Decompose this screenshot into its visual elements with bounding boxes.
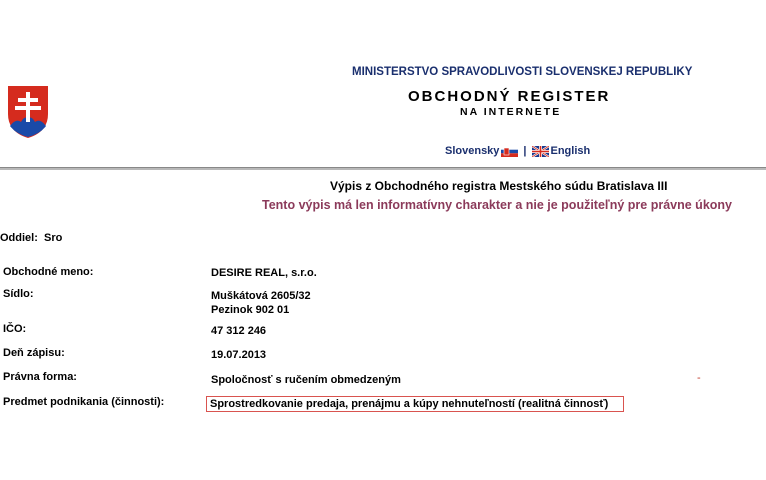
oddiel-value: Sro [44,232,63,244]
page-subtitle: NA INTERNETE [460,106,562,118]
ministry-name: MINISTERSTVO SPRAVODLIVOSTI SLOVENSKEJ REPUBLIKY [352,66,693,78]
page-title: OBCHODNÝ REGISTER [408,88,611,105]
extract-heading: Výpis z Obchodného registra Mestského súdu Bratislava III [330,179,668,193]
language-link-english[interactable]: English [550,145,591,157]
ico-label: IČO: [3,323,27,335]
activity-value: Sprostredkovanie predaja, prenájmu a kúpy nehnuteľností (realitná činnosť) [206,396,624,412]
informative-notice: Tento výpis má len informatívny charakter a nie je použiteľný pre právne úkony [262,198,732,212]
name-label: Obchodné meno: [3,266,94,278]
date-label: Deň zápisu: [3,347,65,359]
name-value: DESIRE REAL, s.r.o. [211,267,317,279]
seat-label: Sídlo: [3,288,34,300]
oddiel-label: Oddiel: [0,232,38,244]
slovak-coat-of-arms-icon [6,84,50,140]
seat-city: Pezinok 902 01 [211,304,290,316]
legal-form-dash: - [697,372,701,384]
slovak-flag-icon[interactable] [501,146,518,157]
date-value: 19.07.2013 [211,349,267,361]
language-switcher [445,145,590,157]
oddiel-row [0,232,62,244]
header-divider [0,167,766,170]
ico-value: 47 312 246 [211,325,267,337]
uk-flag-icon[interactable] [532,146,549,157]
legal-form-label: Právna forma: [3,371,77,383]
legal-form-value: Spoločnosť s ručením obmedzeným [211,374,401,386]
language-link-slovak[interactable]: Slovensky [445,145,500,157]
language-separator: | [523,145,527,157]
seat-street: Muškátová 2605/32 [211,290,311,302]
activity-label: Predmet podnikania (činnosti): [3,396,165,408]
seat-value [211,289,311,317]
